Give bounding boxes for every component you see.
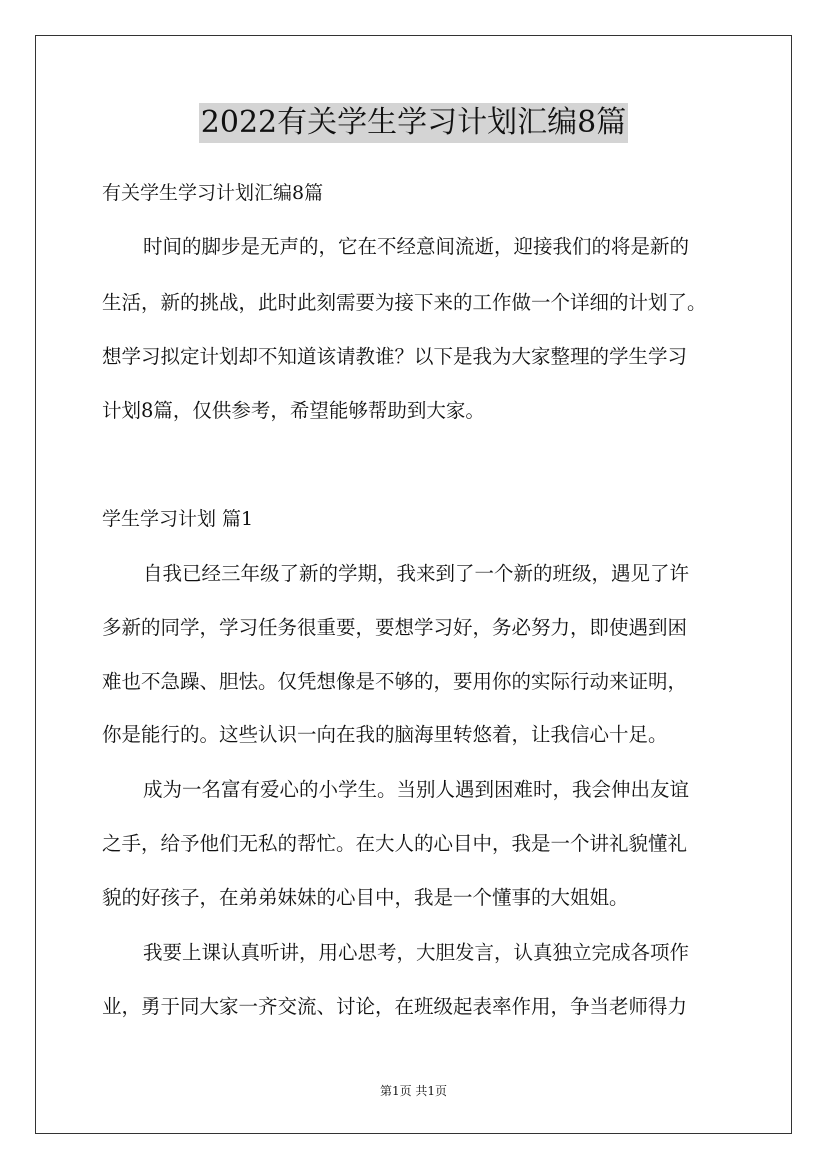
paragraph-line: 你是能行的。这些认识一向在我的脑海里转悠着，让我信心十足。 bbox=[102, 723, 668, 746]
paragraph-line: 难也不急躁、胆怯。仅凭想像是不够的，要用你的实际行动来证明， bbox=[102, 670, 688, 693]
paragraph-line: 多新的同学，学习任务很重要，要想学习好，务必努力，即使遇到困 bbox=[102, 616, 688, 639]
section-heading: 学生学习计划 篇1 bbox=[102, 508, 254, 530]
paragraph-line: 业，勇于同大家一齐交流、讨论，在班级起表率作用，争当老师得力 bbox=[102, 995, 688, 1018]
intro-line: 生活，新的挑战，此时此刻需要为接下来的工作做一个详细的计划了。 bbox=[102, 291, 707, 314]
page-number-footer: 第1页 共1页 bbox=[379, 1084, 448, 1098]
document-title: 2022有关学生学习计划汇编8篇 bbox=[199, 103, 628, 143]
paragraph-line: 貌的好孩子，在弟弟妹妹的心目中，我是一个懂事的大姐姐。 bbox=[102, 886, 629, 909]
paragraph-line: 自我已经三年级了新的学期，我来到了一个新的班级，遇见了许 bbox=[143, 562, 690, 585]
document-subtitle: 有关学生学习计划汇编8篇 bbox=[102, 182, 324, 204]
intro-line: 时间的脚步是无声的，它在不经意间流逝，迎接我们的将是新的 bbox=[143, 235, 690, 258]
intro-line: 想学习拟定计划却不知道该请教谁？以下是我为大家整理的学生学习 bbox=[102, 345, 688, 368]
title-container bbox=[0, 103, 827, 143]
paragraph-line: 之手，给予他们无私的帮忙。在大人的心目中，我是一个讲礼貌懂礼 bbox=[102, 832, 688, 855]
paragraph-line: 我要上课认真听讲，用心思考，大胆发言，认真独立完成各项作 bbox=[143, 941, 690, 964]
paragraph-line: 成为一名富有爱心的小学生。当别人遇到困难时，我会伸出友谊 bbox=[143, 778, 690, 801]
intro-line: 计划8篇，仅供参考，希望能够帮助到大家。 bbox=[102, 399, 485, 422]
